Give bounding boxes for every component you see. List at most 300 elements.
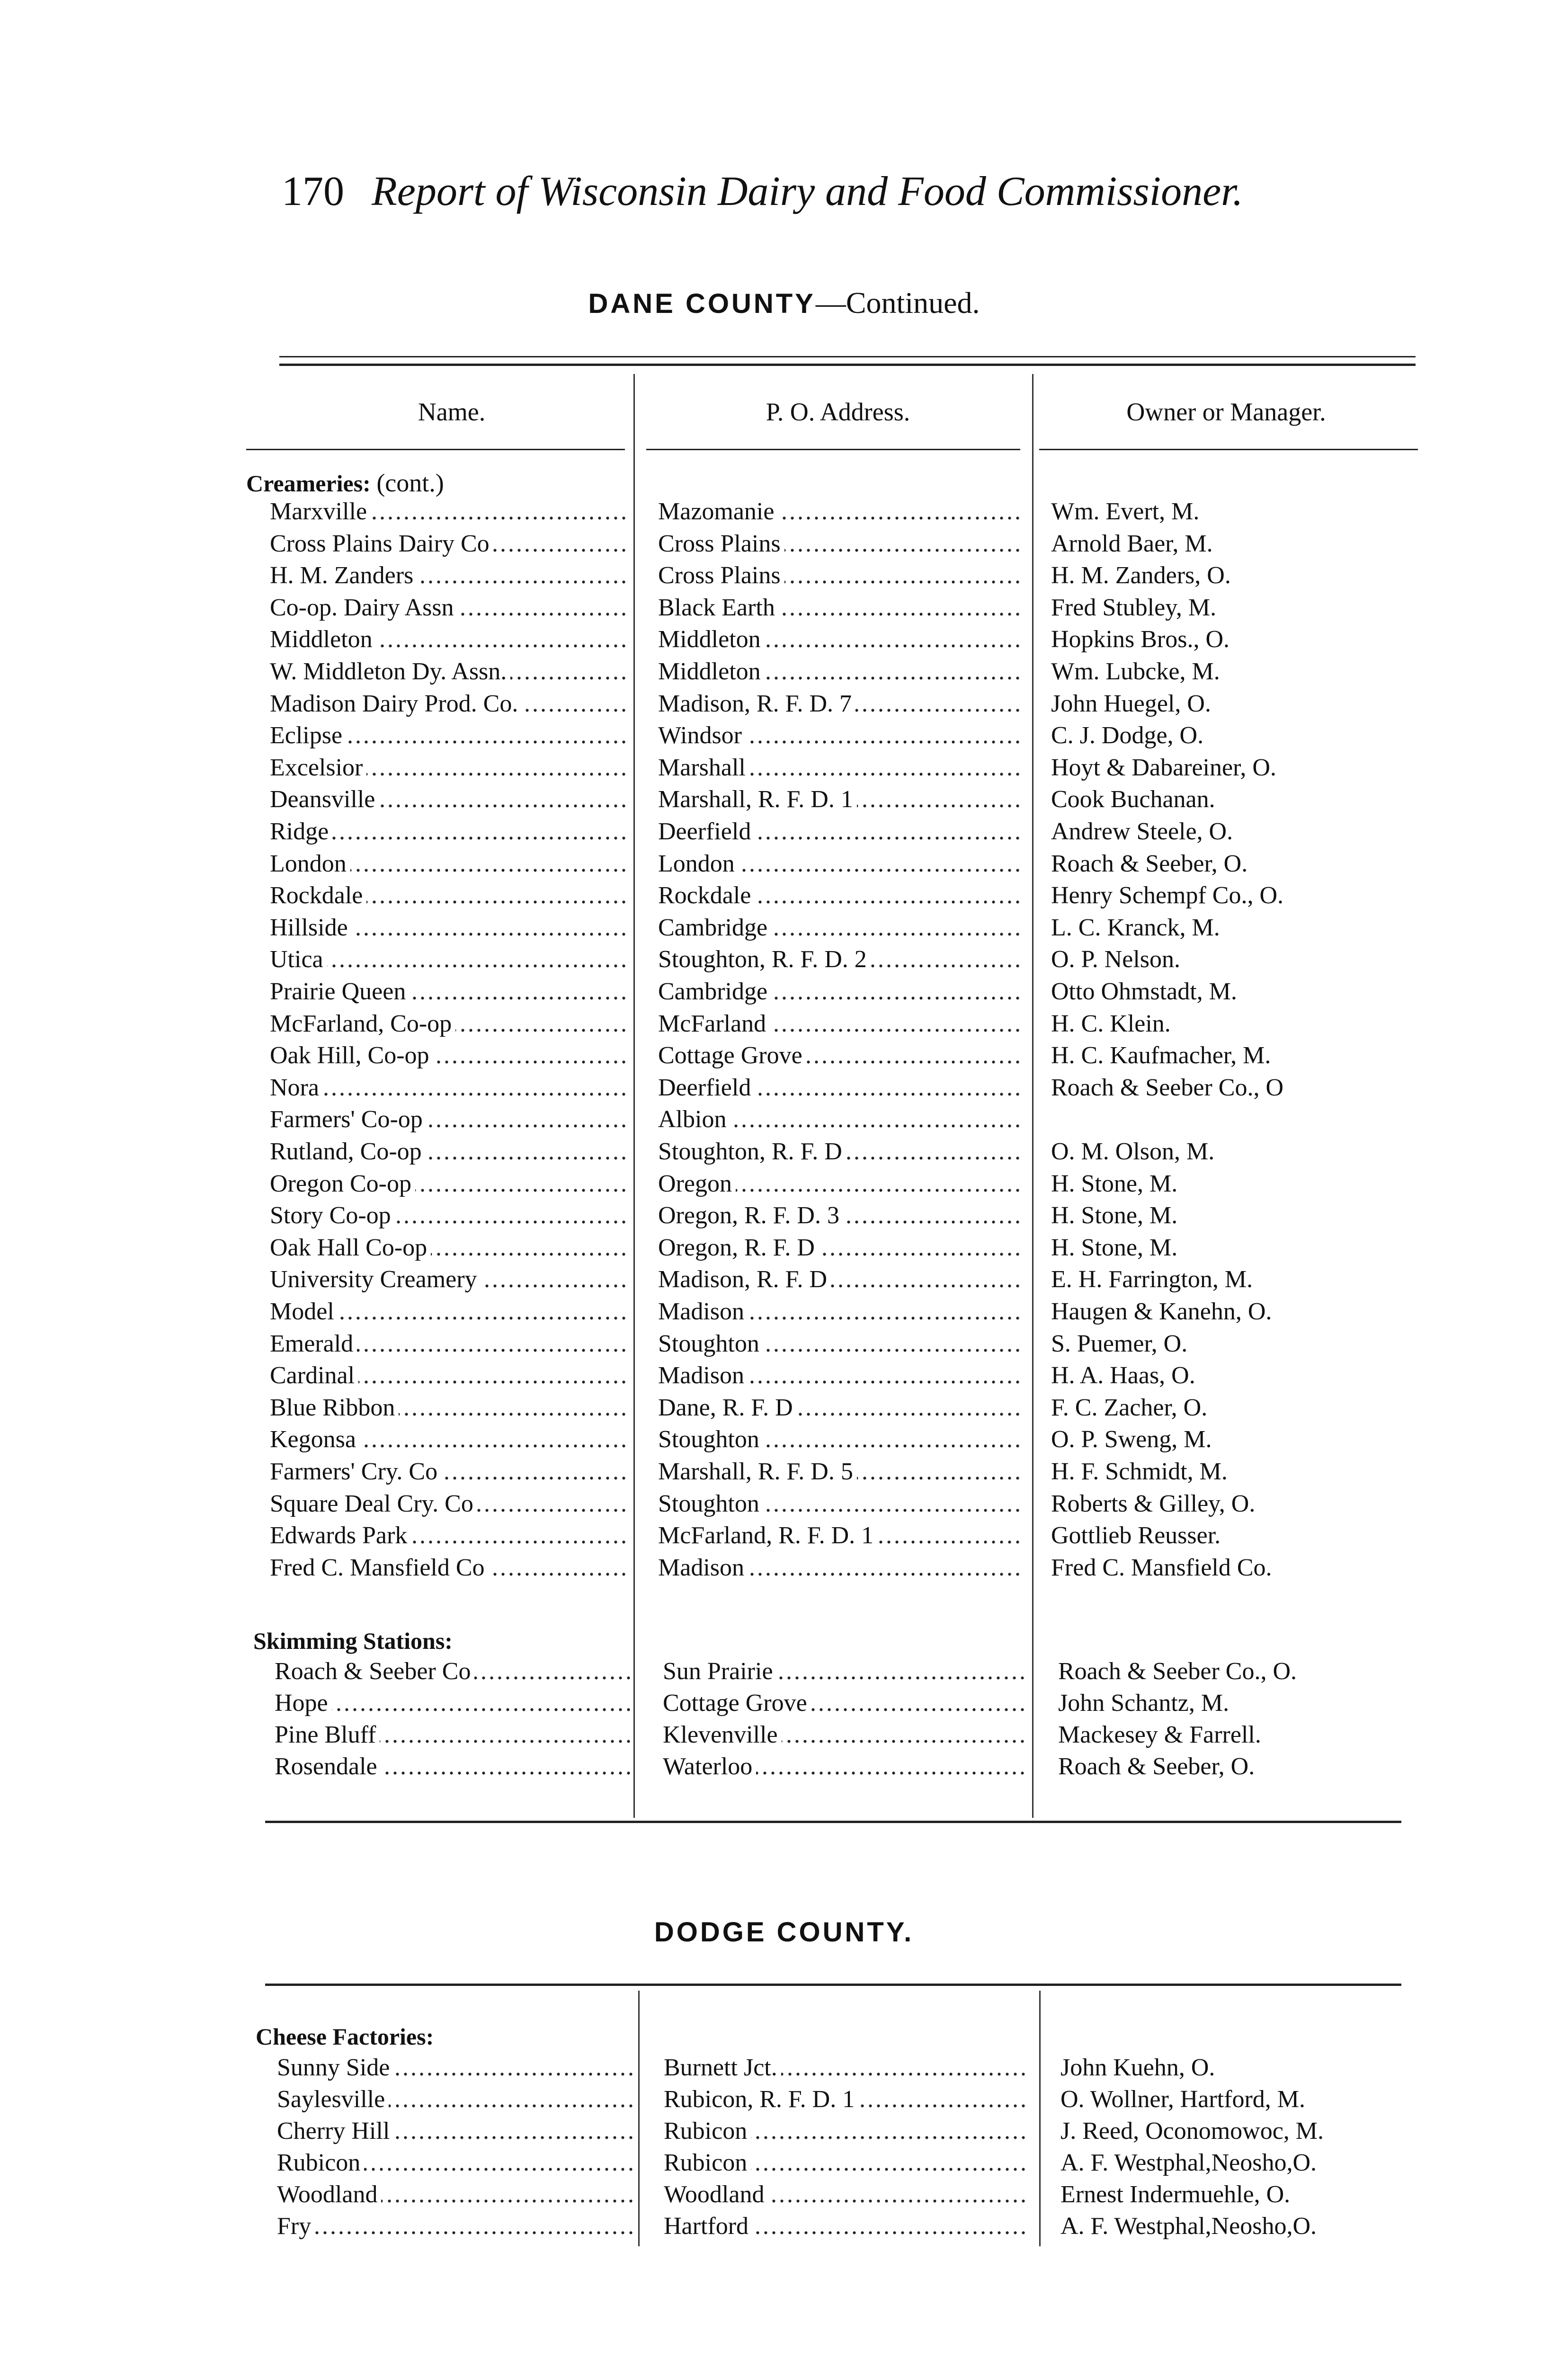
address-text: Sun Prairie — [663, 1658, 777, 1685]
address-cell — [658, 1520, 1027, 1552]
table-row — [0, 1008, 1568, 1040]
table-row — [0, 1392, 1568, 1424]
address-text: Albion — [658, 1106, 730, 1133]
running-title: Report of Wisconsin Dairy and Food Commissioner. — [372, 169, 1243, 214]
address-text: Burnett Jct. — [664, 2054, 781, 2081]
address-text: Middleton — [658, 626, 765, 653]
owner-text: C. J. Dodge, O. — [1051, 722, 1207, 749]
table-row — [0, 976, 1568, 1008]
name-cell — [270, 1392, 633, 1424]
name-cell — [270, 1136, 633, 1168]
address-cell — [658, 816, 1027, 848]
page-header — [282, 161, 1418, 222]
address-cell — [664, 2115, 1033, 2147]
name-cell — [270, 1456, 633, 1488]
name-cell — [270, 783, 633, 816]
header-underline-address — [646, 449, 1020, 450]
name-cell — [270, 1008, 633, 1040]
owner-cell — [1051, 1360, 1477, 1392]
address-cell — [663, 1751, 1032, 1783]
address-text: Middleton — [658, 658, 765, 685]
name-text: Square Deal Cry. Co — [270, 1490, 477, 1517]
address-text: Cottage Grove — [658, 1042, 806, 1069]
name-text: Madison Dairy Prod. Co. — [270, 690, 522, 717]
table-row — [0, 912, 1568, 944]
address-text: Waterloo — [663, 1753, 756, 1780]
name-text: Edwards Park — [270, 1522, 411, 1549]
owner-cell — [1051, 496, 1477, 528]
name-cell — [277, 2179, 641, 2211]
name-text: Woodland — [277, 2181, 381, 2208]
owner-text: E. H. Farrington, M. — [1051, 1266, 1256, 1293]
name-text: London — [270, 850, 350, 877]
address-cell — [658, 1552, 1027, 1584]
name-cell — [270, 1200, 633, 1232]
name-text: Model — [270, 1298, 338, 1325]
name-cell — [270, 1552, 633, 1584]
owner-cell — [1060, 2115, 1487, 2147]
address-text: Oregon, R. F. D. 3 — [658, 1202, 843, 1229]
owner-text: Haugen & Kanehn, O. — [1051, 1298, 1275, 1325]
name-text: Rockdale — [270, 882, 366, 909]
name-cell — [270, 528, 633, 560]
owner-text: H. M. Zanders, O. — [1051, 562, 1235, 589]
table-row — [0, 1296, 1568, 1328]
name-text: Blue Ribbon — [270, 1394, 399, 1421]
table-row — [0, 1328, 1568, 1360]
name-text: Oak Hall Co-op — [270, 1234, 431, 1261]
address-text: Cambridge — [658, 978, 771, 1005]
address-text: Cross Plains — [658, 562, 784, 589]
address-text: Mazomanie — [658, 498, 778, 525]
name-cell — [270, 688, 633, 720]
header-underline-name — [246, 449, 625, 450]
column-header-name: Name. — [418, 398, 486, 426]
owner-text: Mackesey & Farrell. — [1058, 1721, 1265, 1748]
address-cell — [658, 1232, 1027, 1264]
address-text: Marshall, R. F. D. 1 — [658, 786, 857, 813]
address-cell — [658, 1103, 1027, 1136]
address-cell — [658, 1264, 1027, 1296]
owner-cell — [1051, 1008, 1477, 1040]
table-row — [0, 1200, 1568, 1232]
address-text: Hartford — [664, 2213, 752, 2240]
name-text: Oregon Co-op — [270, 1170, 415, 1197]
address-text: Madison, R. F. D. 7 — [658, 690, 855, 717]
table-row — [0, 2052, 1568, 2084]
table-row — [0, 1072, 1568, 1104]
name-cell — [270, 1328, 633, 1360]
table-row — [0, 656, 1568, 688]
dodge-county-heading — [0, 1913, 1568, 1951]
address-cell — [658, 1328, 1027, 1360]
header-underline-owner — [1039, 449, 1418, 450]
owner-text: O. P. Sweng, M. — [1051, 1426, 1216, 1453]
address-text: Deerfield — [658, 818, 755, 845]
address-text: Rubicon — [664, 2149, 751, 2176]
address-cell — [658, 560, 1027, 592]
address-cell — [658, 496, 1027, 528]
name-text: Cross Plains Dairy Co — [270, 530, 493, 557]
table-row — [0, 1136, 1568, 1168]
owner-text: H. Stone, M. — [1051, 1202, 1181, 1229]
address-text: Cambridge — [658, 914, 771, 941]
address-cell — [658, 783, 1027, 816]
owner-text: H. A. Haas, O. — [1051, 1362, 1199, 1389]
address-cell — [658, 1168, 1027, 1200]
owner-cell — [1060, 2083, 1487, 2116]
name-cell — [270, 1264, 633, 1296]
owner-text: S. Puemer, O. — [1051, 1330, 1191, 1357]
address-cell — [664, 2179, 1033, 2211]
owner-cell — [1060, 2052, 1487, 2084]
address-text: Rockdale — [658, 882, 755, 909]
address-cell — [658, 623, 1027, 656]
name-text: Hillside — [270, 914, 352, 941]
dane-table-bottom-rule — [265, 1821, 1401, 1823]
owner-cell — [1058, 1719, 1484, 1751]
address-text: Windsor — [658, 722, 746, 749]
address-cell — [658, 848, 1027, 880]
address-cell — [658, 1008, 1027, 1040]
name-text: Cardinal — [270, 1362, 358, 1389]
table-top-rule-2 — [279, 364, 1416, 366]
name-cell — [275, 1719, 638, 1751]
address-text: Woodland — [664, 2181, 768, 2208]
table-row — [0, 2115, 1568, 2147]
name-cell — [275, 1655, 638, 1688]
name-cell — [270, 1520, 633, 1552]
continued-label: —Continued. — [815, 286, 980, 320]
name-text: Deansville — [270, 786, 379, 813]
address-cell — [658, 1072, 1027, 1104]
table-top-rule — [279, 356, 1416, 357]
name-cell — [277, 2210, 641, 2242]
owner-cell — [1051, 1392, 1477, 1424]
name-text: Co-op. Dairy Assn — [270, 594, 458, 621]
address-text: Madison — [658, 1554, 748, 1581]
name-cell — [270, 912, 633, 944]
owner-cell — [1051, 943, 1477, 976]
address-cell — [663, 1655, 1032, 1688]
owner-text: H. C. Klein. — [1051, 1010, 1175, 1037]
address-text: Cottage Grove — [663, 1690, 811, 1717]
creameries-sub-label: (cont.) — [376, 469, 444, 497]
owner-text: Henry Schempf Co., O. — [1051, 882, 1287, 909]
address-text: Deerfield — [658, 1074, 755, 1101]
table-row — [0, 848, 1568, 880]
address-cell — [658, 976, 1027, 1008]
name-text: W. Middleton Dy. Assn. — [270, 658, 510, 685]
name-text: Prairie Queen — [270, 978, 410, 1005]
address-cell — [658, 912, 1027, 944]
table-row — [0, 496, 1568, 528]
name-cell — [270, 1168, 633, 1200]
name-text: Roach & Seeber Co — [275, 1658, 474, 1685]
table-row — [0, 688, 1568, 720]
address-cell — [658, 688, 1027, 720]
table-row — [0, 752, 1568, 784]
owner-cell — [1051, 1232, 1477, 1264]
name-cell — [270, 1103, 633, 1136]
owner-cell — [1051, 623, 1477, 656]
address-text: Klevenville — [663, 1721, 782, 1748]
owner-cell — [1060, 2210, 1487, 2242]
owner-cell — [1051, 912, 1477, 944]
table-row — [0, 1103, 1568, 1136]
dodge-table-top-rule — [265, 1984, 1401, 1986]
table-row — [0, 1488, 1568, 1520]
address-cell — [658, 528, 1027, 560]
owner-text: Otto Ohmstadt, M. — [1051, 978, 1241, 1005]
dane-county-name: DANE COUNTY — [588, 288, 816, 319]
address-text: Stoughton, R. F. D. 2 — [658, 946, 871, 973]
owner-text: O. P. Nelson. — [1051, 946, 1184, 973]
name-cell — [277, 2115, 641, 2147]
owner-cell — [1051, 1136, 1477, 1168]
owner-text: Cook Buchanan. — [1051, 786, 1219, 813]
name-text: Excelsior — [270, 754, 366, 781]
owner-text: H. Stone, M. — [1051, 1234, 1181, 1261]
owner-cell — [1051, 1520, 1477, 1552]
address-cell — [658, 720, 1027, 752]
owner-cell — [1051, 656, 1477, 688]
name-cell — [275, 1751, 638, 1783]
owner-text: Roach & Seeber Co., O. — [1058, 1658, 1301, 1685]
name-cell — [270, 623, 633, 656]
table-row — [0, 528, 1568, 560]
table-row — [0, 720, 1568, 752]
owner-cell — [1051, 1103, 1477, 1136]
owner-text: Andrew Steele, O. — [1051, 818, 1237, 845]
owner-cell — [1051, 1200, 1477, 1232]
address-cell — [658, 880, 1027, 912]
owner-cell — [1060, 2147, 1487, 2179]
address-text: Madison — [658, 1298, 748, 1325]
name-cell — [270, 1040, 633, 1072]
address-cell — [664, 2147, 1033, 2179]
table-row — [0, 1168, 1568, 1200]
owner-text: Ernest Indermuehle, O. — [1060, 2181, 1294, 2208]
name-text: Marxville — [270, 498, 371, 525]
name-cell — [270, 976, 633, 1008]
name-text: Ridge — [270, 818, 332, 845]
address-cell — [658, 752, 1027, 784]
owner-text: A. F. Westphal,Neosho,O. — [1060, 2213, 1320, 2240]
table-row — [0, 880, 1568, 912]
owner-cell — [1058, 1687, 1484, 1719]
address-cell — [658, 1360, 1027, 1392]
owner-cell — [1060, 2179, 1487, 2211]
address-text: Madison, R. F. D — [658, 1266, 831, 1293]
address-text: Stoughton — [658, 1330, 763, 1357]
owner-text: John Kuehn, O. — [1060, 2054, 1219, 2081]
name-text: Eclipse — [270, 722, 346, 749]
name-cell — [270, 848, 633, 880]
table-row — [0, 560, 1568, 592]
owner-text: Roach & Seeber Co., O — [1051, 1074, 1287, 1101]
owner-text: J. Reed, Oconomowoc, M. — [1060, 2118, 1327, 2145]
owner-text: Gottlieb Reusser. — [1051, 1522, 1224, 1549]
owner-text: Roach & Seeber, O. — [1058, 1753, 1258, 1780]
name-cell — [277, 2147, 641, 2179]
address-text: Madison — [658, 1362, 748, 1389]
table-row — [0, 1424, 1568, 1456]
owner-cell — [1051, 976, 1477, 1008]
name-cell — [270, 816, 633, 848]
dodge-county-name: DODGE COUNTY. — [654, 1917, 914, 1948]
name-cell — [270, 656, 633, 688]
table-row — [0, 1520, 1568, 1552]
owner-text: Arnold Baer, M. — [1051, 530, 1217, 557]
address-text: London — [658, 850, 739, 877]
owner-cell — [1051, 720, 1477, 752]
owner-cell — [1051, 848, 1477, 880]
owner-cell — [1051, 1168, 1477, 1200]
table-row — [0, 2210, 1568, 2242]
name-cell — [270, 560, 633, 592]
name-cell — [270, 1488, 633, 1520]
address-text: McFarland — [658, 1010, 770, 1037]
name-text: Farmers' Cry. Co — [270, 1458, 441, 1485]
address-cell — [658, 1040, 1027, 1072]
owner-cell — [1051, 1552, 1477, 1584]
name-cell — [270, 1072, 633, 1104]
address-text: Stoughton — [658, 1426, 763, 1453]
table-row — [0, 2147, 1568, 2179]
name-cell — [270, 720, 633, 752]
table-row — [0, 1232, 1568, 1264]
table-row — [0, 1360, 1568, 1392]
table-row — [0, 592, 1568, 624]
table-row — [0, 816, 1568, 848]
address-text: Oregon — [658, 1170, 736, 1197]
table-row — [0, 1719, 1568, 1751]
address-cell — [658, 1392, 1027, 1424]
owner-cell — [1051, 1424, 1477, 1456]
owner-cell — [1051, 592, 1477, 624]
address-cell — [658, 943, 1027, 976]
name-cell — [270, 943, 633, 976]
owner-text: John Huegel, O. — [1051, 690, 1215, 717]
address-text: Dane, R. F. D — [658, 1394, 797, 1421]
address-cell — [663, 1719, 1032, 1751]
owner-text: Fred Stubley, M. — [1051, 594, 1220, 621]
owner-text: H. Stone, M. — [1051, 1170, 1181, 1197]
owner-cell — [1051, 1488, 1477, 1520]
name-cell — [270, 496, 633, 528]
name-text: Utica — [270, 946, 327, 973]
address-cell — [663, 1687, 1032, 1719]
owner-cell — [1051, 688, 1477, 720]
owner-cell — [1051, 560, 1477, 592]
owner-text: O. M. Olson, M. — [1051, 1138, 1218, 1165]
name-text: Rutland, Co-op — [270, 1138, 426, 1165]
address-cell — [658, 1456, 1027, 1488]
name-cell — [270, 1360, 633, 1392]
name-text: Rosendale — [275, 1753, 381, 1780]
address-cell — [664, 2083, 1033, 2116]
address-cell — [658, 1488, 1027, 1520]
name-text: Saylesville — [277, 2086, 389, 2113]
name-cell — [277, 2083, 641, 2116]
owner-text: O. Wollner, Hartford, M. — [1060, 2086, 1309, 2113]
name-cell — [270, 1232, 633, 1264]
owner-text: Hopkins Bros., O. — [1051, 626, 1233, 653]
name-text: Cherry Hill — [277, 2118, 393, 2145]
name-cell — [277, 2052, 641, 2084]
owner-text: John Schantz, M. — [1058, 1690, 1233, 1717]
table-row — [0, 1751, 1568, 1783]
page-number: 170 — [282, 169, 344, 214]
address-cell — [664, 2210, 1033, 2242]
table-row — [0, 1687, 1568, 1719]
address-cell — [664, 2052, 1033, 2084]
owner-cell — [1051, 1040, 1477, 1072]
name-text: Emerald — [270, 1330, 357, 1357]
table-row — [0, 1264, 1568, 1296]
creameries-section-label — [246, 469, 444, 497]
name-text: Fred C. Mansfield Co — [270, 1554, 489, 1581]
owner-cell — [1051, 1328, 1477, 1360]
owner-text: F. C. Zacher, O. — [1051, 1394, 1211, 1421]
table-row — [0, 783, 1568, 816]
address-text: McFarland, R. F. D. 1 — [658, 1522, 877, 1549]
owner-text — [1051, 1106, 1055, 1133]
address-text: Rubicon — [664, 2118, 751, 2145]
owner-cell — [1051, 1456, 1477, 1488]
name-text: Oak Hill, Co-op — [270, 1042, 433, 1069]
name-cell — [270, 1296, 633, 1328]
address-text: Rubicon, R. F. D. 1 — [664, 2086, 858, 2113]
address-text: Stoughton — [658, 1490, 763, 1517]
address-cell — [658, 1296, 1027, 1328]
address-text: Marshall, R. F. D. 5 — [658, 1458, 857, 1485]
address-text: Oregon, R. F. D — [658, 1234, 819, 1261]
name-text: Nora — [270, 1074, 323, 1101]
column-header-address: P. O. Address. — [766, 398, 910, 426]
table-row — [0, 2083, 1568, 2116]
name-text: Farmers' Co-op — [270, 1106, 427, 1133]
owner-text: Fred C. Mansfield Co. — [1051, 1554, 1276, 1581]
owner-text: Wm. Lubcke, M. — [1051, 658, 1224, 685]
owner-text: H. F. Schmidt, M. — [1051, 1458, 1231, 1485]
owner-text: Roberts & Gilley, O. — [1051, 1490, 1259, 1517]
owner-cell — [1051, 816, 1477, 848]
name-cell — [270, 880, 633, 912]
table-row — [0, 623, 1568, 656]
owner-cell — [1051, 1072, 1477, 1104]
owner-text: Hoyt & Dabareiner, O. — [1051, 754, 1280, 781]
table-row — [0, 1655, 1568, 1688]
name-text: Hope — [275, 1690, 332, 1717]
name-text: Fry — [277, 2213, 315, 2240]
address-cell — [658, 1136, 1027, 1168]
dane-county-heading — [0, 284, 1568, 322]
address-text: Marshall — [658, 754, 749, 781]
address-cell — [658, 656, 1027, 688]
address-text: Stoughton, R. F. D — [658, 1138, 846, 1165]
table-row — [0, 943, 1568, 976]
name-text: Rubicon — [277, 2149, 364, 2176]
name-text: Story Co-op — [270, 1202, 395, 1229]
name-text: Sunny Side — [277, 2054, 393, 2081]
address-cell — [658, 1200, 1027, 1232]
address-text: Cross Plains — [658, 530, 784, 557]
cheese-section-label: Cheese Factories: — [256, 2023, 434, 2050]
owner-cell — [1051, 528, 1477, 560]
table-row — [0, 1040, 1568, 1072]
